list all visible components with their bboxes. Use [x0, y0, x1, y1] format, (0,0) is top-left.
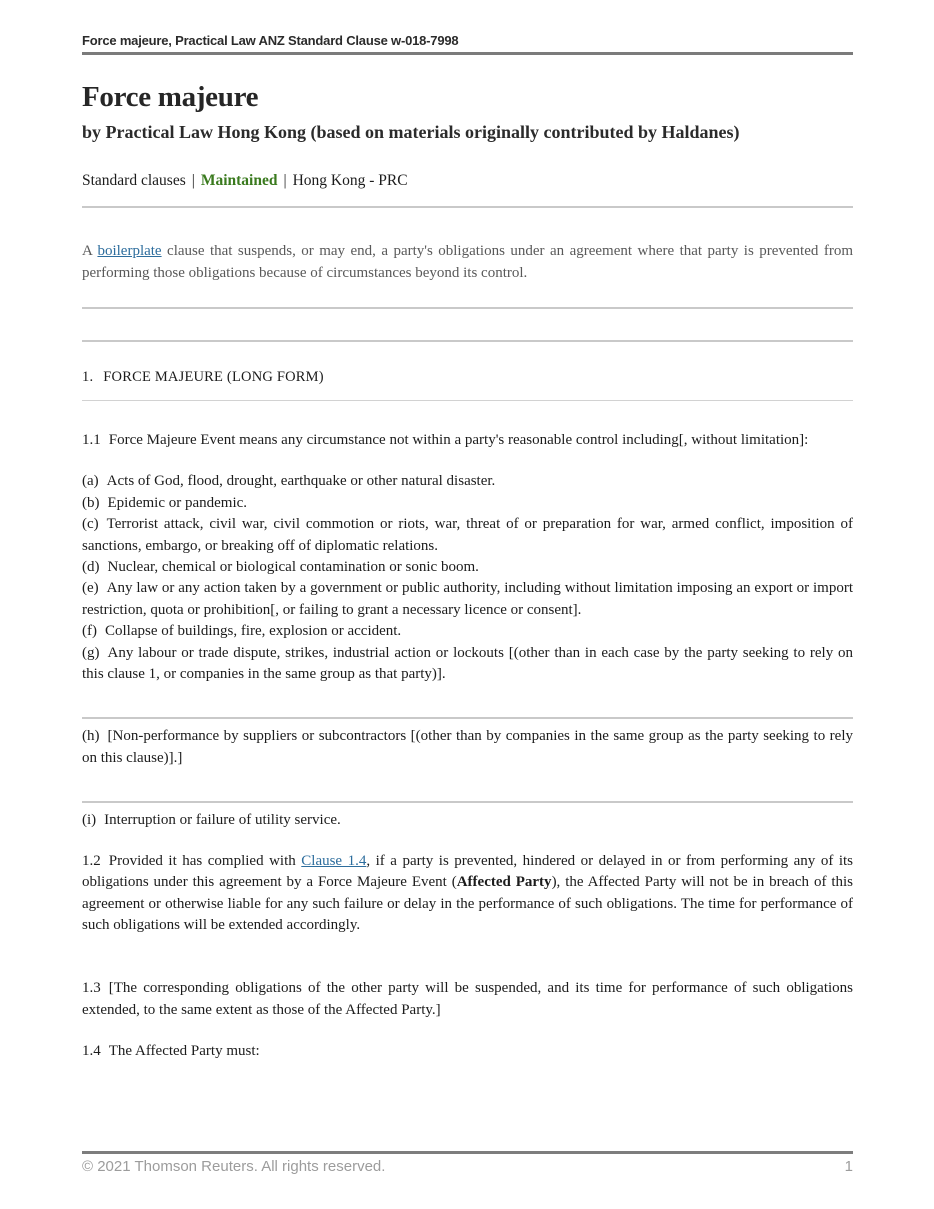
item-label: (d)	[82, 559, 100, 576]
abstract	[82, 240, 853, 284]
section-number: 1.	[82, 369, 94, 385]
list-item-d	[82, 557, 853, 578]
item-text: Nuclear, chemical or biological contamination or sonic boom.	[107, 559, 479, 576]
copyright-notice: © 2021 Thomson Reuters. All rights reserved.	[82, 1158, 386, 1175]
meta-separator: |	[191, 172, 195, 189]
clause-number: 1.1	[82, 432, 101, 448]
item-text: Epidemic or pandemic.	[107, 494, 248, 511]
list-item-a	[82, 471, 853, 492]
clause-1-1-list	[82, 471, 853, 685]
item-text: Interruption or failure of utility service.	[104, 812, 341, 829]
jurisdiction: Hong Kong - PRC	[292, 172, 408, 189]
resource-meta	[82, 171, 853, 190]
clause-text: ), the Affected Party will not be in breach of this agreement or otherwise liable for any such failure or delay in the performance of such obligations. The time for performance of such obligations will be extended accordingly.	[82, 874, 854, 933]
separator-rule	[82, 400, 853, 401]
list-item-b	[82, 493, 853, 514]
clause-number: 1.3	[82, 980, 101, 997]
separator-rule	[82, 340, 853, 342]
clause-text: Provided it has complied with	[108, 852, 302, 869]
page-footer	[82, 1151, 853, 1176]
item-text: Terrorist attack, civil war, civil commotion or riots, war, threat of or preparation for war, armed conflict, imposition of sanctions, embargo, or breaking off of diplomatic relations.	[82, 516, 853, 554]
page-number: 1	[844, 1158, 853, 1175]
list-item-e	[82, 578, 853, 621]
item-text: Any labour or trade dispute, strikes, industrial action or lockouts [(other than in each case by the party seeking to rely on this clause 1, or companies in the same group as that party)].	[82, 644, 853, 683]
clause-1-2	[82, 851, 853, 937]
item-label: (c)	[82, 516, 99, 533]
abstract-text: clause that suspends, or may end, a party's obligations under an agreement where that party is prevented from performing those obligations because of circumstances beyond its control.	[82, 243, 853, 281]
separator-rule	[82, 307, 853, 309]
item-label: (a)	[82, 473, 99, 490]
boilerplate-link[interactable]: boilerplate	[97, 243, 162, 259]
resource-type: Standard clauses	[82, 172, 186, 189]
separator-rule	[82, 801, 853, 803]
clause-1-1	[82, 430, 853, 451]
item-label: (f)	[82, 623, 97, 640]
clause-number: 1.4	[82, 1043, 101, 1060]
item-label: (i)	[82, 812, 97, 829]
clause-text: The Affected Party must:	[108, 1043, 260, 1060]
list-item-f	[82, 621, 853, 642]
list-item-h	[82, 726, 853, 769]
running-header: Force majeure, Practical Law ANZ Standard Clause w-018-7998	[82, 33, 459, 48]
page-title: Force majeure	[82, 81, 259, 113]
clause-text: , if a party is prevented, hindered or delayed in or from performing any of its obligations under this agreement by a Force Majeure Event (	[82, 852, 853, 891]
clause-1-4-link[interactable]: Clause 1.4	[301, 852, 367, 869]
defined-term: Affected Party	[456, 874, 552, 891]
header-rule	[82, 52, 853, 55]
item-text: Any law or any action taken by a government or public authority, including without limitation imposing an export or import restriction, quota or prohibition[, or failing to grant a necessary licence or consent].	[82, 580, 853, 618]
clause-number: 1.2	[82, 852, 101, 869]
item-text: [Non-performance by suppliers or subcontractors [(other than by companies in the same group as the party seeking to rely on this clause)].]	[82, 728, 853, 766]
list-item-g	[82, 643, 853, 686]
list-item-c	[82, 514, 853, 557]
list-item-i	[82, 810, 853, 831]
item-label: (e)	[82, 580, 99, 597]
section-heading	[82, 368, 853, 386]
item-text: Collapse of buildings, fire, explosion or accident.	[105, 623, 402, 640]
clause-1-4	[82, 1041, 853, 1062]
byline: by Practical Law Hong Kong (based on materials originally contributed by Haldanes)	[82, 122, 740, 142]
abstract-text: A	[82, 243, 98, 259]
item-text: Acts of God, flood, drought, earthquake or other natural disaster.	[106, 473, 496, 490]
item-label: (h)	[82, 728, 100, 745]
section-title: FORCE MAJEURE (LONG FORM)	[103, 369, 324, 385]
separator-rule	[82, 206, 853, 208]
clause-text: [The corresponding obligations of the other party will be suspended, and its time for performance of such obligations extended, to the same extent as those of the Affected Party.]	[82, 980, 853, 1018]
meta-separator: |	[283, 172, 287, 189]
clause-text: Force Majeure Event means any circumstance not within a party's reasonable control including[, without limitation]:	[108, 432, 809, 448]
item-label: (b)	[82, 494, 100, 511]
clause-1-3	[82, 978, 853, 1021]
status-badge: Maintained	[200, 172, 278, 189]
item-label: (g)	[82, 644, 100, 661]
separator-rule	[82, 717, 853, 719]
